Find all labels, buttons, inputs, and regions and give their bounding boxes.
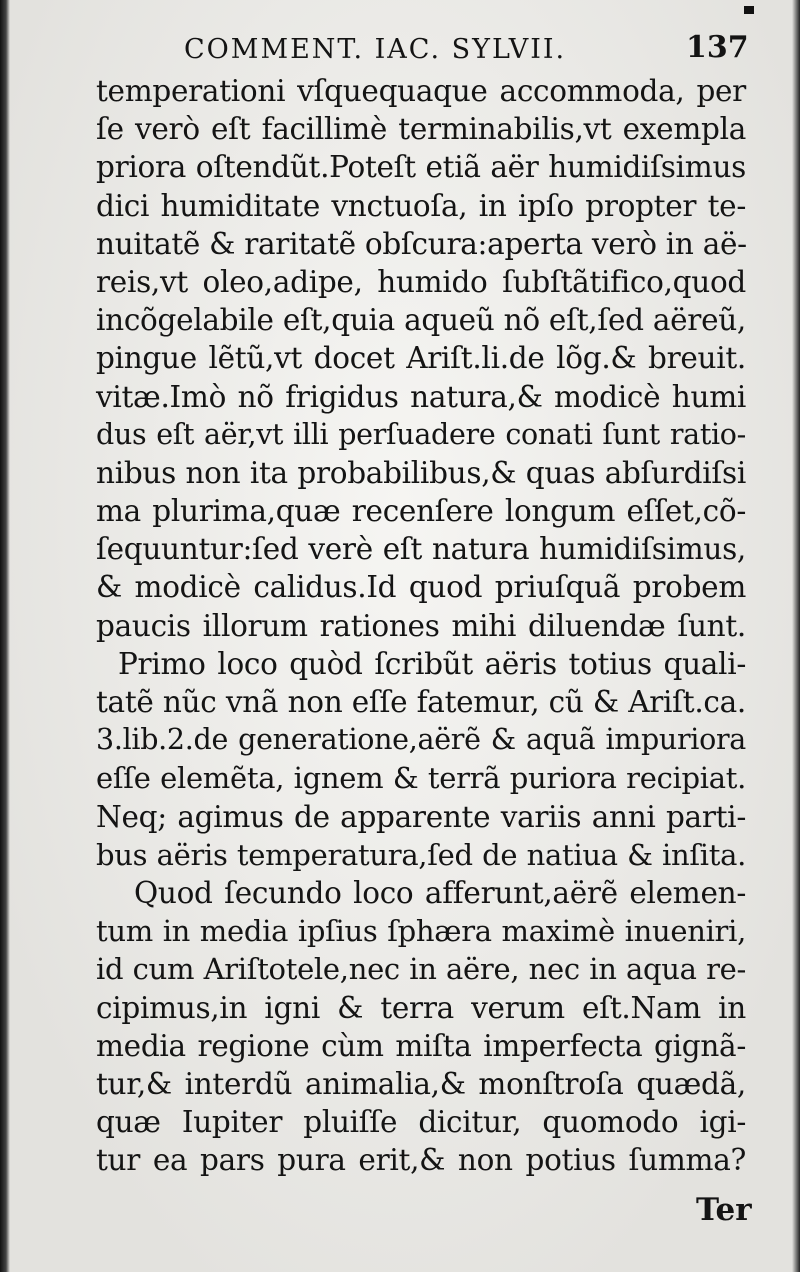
- text-line: cipimus,in igni & terra verum eſt.Nam in: [96, 990, 746, 1025]
- text-line: ſe verò eſt facillimè terminabilis,vt exempla: [96, 112, 746, 147]
- page-right-edge: [792, 0, 800, 1272]
- text-line: pingue lẽtũ,vt docet Ariſt.li.de lõg.& breuit.: [96, 341, 746, 376]
- text-line: tur ea pars pura erit,& non potius ſumma?: [96, 1143, 746, 1178]
- text-line: nuitatẽ & raritatẽ obſcura:aperta verò in aë-: [96, 226, 747, 261]
- text-line: ſequuntur:ſed verè eſt natura humidiſsimus,: [96, 532, 746, 567]
- text-line: & modicè calidus.Id quod priuſquã probem: [96, 570, 746, 605]
- text-line: dici humiditate vnctuoſa, in ipſo propter te-: [96, 188, 746, 223]
- text-line: nibus non ita probabilibus,& quas abſurdiſsi: [96, 455, 746, 490]
- text-line: id cum Ariſtotele,nec in aëre, nec in aqua re-: [96, 952, 746, 987]
- body-text: [96, 72, 746, 1179]
- text-line: tum in media ipſius ſphæra maximè inueniri,: [96, 914, 746, 949]
- text-line: incõgelabile eſt,quia aqueũ nõ eſt,ſed aëreũ,: [96, 303, 746, 338]
- text-line: bus aëris temperatura,ſed de natiua & inſita.: [96, 837, 746, 872]
- text-line: quæ Iupiter pluiſſe dicitur, quomodo igi-: [96, 1105, 746, 1140]
- text-line: Primo loco quòd ſcribũt aëris totius quali-: [118, 646, 746, 681]
- text-line: temperationi vſquequaque accommoda, per: [96, 74, 746, 108]
- ink-mark: [744, 6, 754, 14]
- page-number: 137: [686, 30, 749, 65]
- running-head: COMMENT. IAC. SYLVII.: [184, 34, 567, 65]
- text-line: reis,vt oleo,adipe, humido ſubſtãtifico,quod: [96, 264, 746, 299]
- text-line: dus eſt aër,vt illi perſuadere conati ſunt ratio-: [96, 417, 746, 451]
- catchword: Ter: [696, 1192, 752, 1228]
- page-header: [0, 30, 800, 70]
- text-line: media regione cùm miſta imperfecta gignã-: [96, 1028, 746, 1063]
- text-line: tur,& interdũ animalia,& monſtroſa quædã,: [96, 1066, 746, 1101]
- text-line: Quod ſecundo loco afferunt,aërẽ elemen-: [134, 875, 746, 910]
- text-line: tatẽ nũc vnã non eſſe fatemur, cũ & Ariſt.ca.: [96, 685, 746, 719]
- page-left-edge: [0, 0, 10, 1272]
- text-line: paucis illorum rationes mihi diluendæ ſunt.: [96, 608, 746, 643]
- text-line: vitæ.Imò nõ frigidus natura,& modicè humi: [96, 379, 746, 414]
- text-line: ma plurima,quæ recenſere longum eſſet,cõ-: [96, 494, 746, 529]
- text-line: eſſe elemẽta, ignem & terrã puriora recipiat.: [96, 761, 746, 796]
- text-line: Neq; agimus de apparente variis anni parti-: [96, 799, 746, 834]
- text-line: 3.lib.2.de generatione,aërẽ & aquã impuriora: [96, 723, 746, 757]
- text-line: priora oſtendũt.Poteſt etiã aër humidiſsimus: [96, 150, 746, 185]
